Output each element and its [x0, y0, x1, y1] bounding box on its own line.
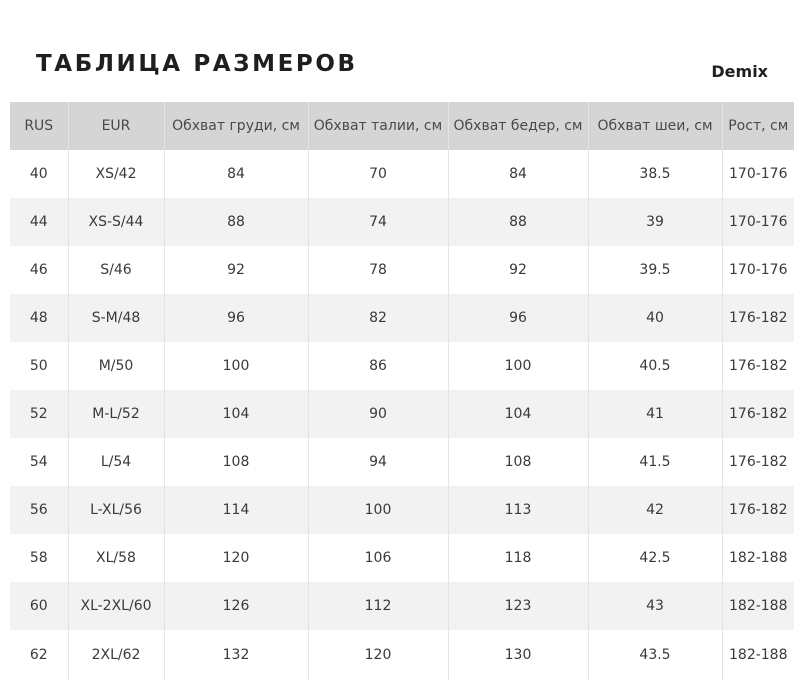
- cell-waist: 70: [308, 150, 448, 198]
- cell-waist: 94: [308, 438, 448, 486]
- cell-chest: 120: [164, 534, 308, 582]
- cell-waist: 78: [308, 246, 448, 294]
- cell-hips: 88: [448, 198, 588, 246]
- cell-neck: 43.5: [588, 630, 722, 680]
- cell-chest: 126: [164, 582, 308, 630]
- cell-hips: 113: [448, 486, 588, 534]
- cell-rus: 58: [10, 534, 68, 582]
- cell-eur: XS/42: [68, 150, 164, 198]
- cell-hips: 130: [448, 630, 588, 680]
- column-header-hips: Обхват бедер, см: [448, 102, 588, 150]
- cell-rus: 50: [10, 342, 68, 390]
- cell-height: 182-188: [722, 582, 794, 630]
- table-row: [10, 150, 794, 198]
- cell-hips: 84: [448, 150, 588, 198]
- cell-rus: 62: [10, 630, 68, 680]
- cell-rus: 40: [10, 150, 68, 198]
- cell-eur: XL-2XL/60: [68, 582, 164, 630]
- cell-chest: 92: [164, 246, 308, 294]
- table-row: [10, 390, 794, 438]
- cell-rus: 60: [10, 582, 68, 630]
- cell-neck: 41.5: [588, 438, 722, 486]
- cell-height: 176-182: [722, 486, 794, 534]
- table-row: [10, 246, 794, 294]
- cell-waist: 100: [308, 486, 448, 534]
- cell-neck: 39.5: [588, 246, 722, 294]
- cell-chest: 114: [164, 486, 308, 534]
- cell-height: 170-176: [722, 246, 794, 294]
- cell-height: 170-176: [722, 198, 794, 246]
- cell-chest: 84: [164, 150, 308, 198]
- cell-neck: 43: [588, 582, 722, 630]
- table-row: [10, 630, 794, 680]
- cell-rus: 46: [10, 246, 68, 294]
- cell-neck: 42: [588, 486, 722, 534]
- cell-chest: 88: [164, 198, 308, 246]
- cell-chest: 96: [164, 294, 308, 342]
- column-header-chest: Обхват груди, см: [164, 102, 308, 150]
- cell-waist: 106: [308, 534, 448, 582]
- cell-neck: 41: [588, 390, 722, 438]
- cell-hips: 118: [448, 534, 588, 582]
- header-row: [10, 102, 794, 150]
- page-title: ТАБЛИЦА РАЗМЕРОВ: [36, 51, 358, 77]
- cell-rus: 56: [10, 486, 68, 534]
- cell-eur: L/54: [68, 438, 164, 486]
- table-row: [10, 294, 794, 342]
- cell-height: 176-182: [722, 438, 794, 486]
- cell-eur: M-L/52: [68, 390, 164, 438]
- cell-waist: 120: [308, 630, 448, 680]
- cell-hips: 108: [448, 438, 588, 486]
- cell-neck: 40.5: [588, 342, 722, 390]
- cell-rus: 54: [10, 438, 68, 486]
- table-row: [10, 438, 794, 486]
- table-row: [10, 534, 794, 582]
- cell-height: 182-188: [722, 534, 794, 582]
- cell-neck: 38.5: [588, 150, 722, 198]
- column-header-eur: EUR: [68, 102, 164, 150]
- cell-height: 176-182: [722, 342, 794, 390]
- cell-hips: 92: [448, 246, 588, 294]
- cell-waist: 90: [308, 390, 448, 438]
- cell-neck: 42.5: [588, 534, 722, 582]
- cell-hips: 104: [448, 390, 588, 438]
- table-row: [10, 198, 794, 246]
- cell-hips: 100: [448, 342, 588, 390]
- cell-eur: XL/58: [68, 534, 164, 582]
- cell-rus: 48: [10, 294, 68, 342]
- column-header-height: Рост, см: [722, 102, 794, 150]
- cell-height: 182-188: [722, 630, 794, 680]
- cell-hips: 96: [448, 294, 588, 342]
- column-header-neck: Обхват шеи, см: [588, 102, 722, 150]
- cell-neck: 39: [588, 198, 722, 246]
- cell-rus: 52: [10, 390, 68, 438]
- cell-chest: 108: [164, 438, 308, 486]
- table-row: [10, 486, 794, 534]
- cell-hips: 123: [448, 582, 588, 630]
- column-header-rus: RUS: [10, 102, 68, 150]
- size-table: [10, 102, 794, 680]
- cell-height: 176-182: [722, 294, 794, 342]
- cell-chest: 132: [164, 630, 308, 680]
- cell-eur: XS-S/44: [68, 198, 164, 246]
- cell-eur: S/46: [68, 246, 164, 294]
- cell-waist: 82: [308, 294, 448, 342]
- column-header-waist: Обхват талии, см: [308, 102, 448, 150]
- cell-chest: 100: [164, 342, 308, 390]
- table-row: [10, 342, 794, 390]
- cell-eur: L-XL/56: [68, 486, 164, 534]
- cell-eur: S-M/48: [68, 294, 164, 342]
- table-row: [10, 582, 794, 630]
- cell-neck: 40: [588, 294, 722, 342]
- cell-eur: 2XL/62: [68, 630, 164, 680]
- cell-chest: 104: [164, 390, 308, 438]
- cell-height: 176-182: [722, 390, 794, 438]
- cell-waist: 74: [308, 198, 448, 246]
- cell-rus: 44: [10, 198, 68, 246]
- cell-waist: 112: [308, 582, 448, 630]
- cell-height: 170-176: [722, 150, 794, 198]
- brand-name: Demix: [711, 62, 768, 81]
- cell-eur: M/50: [68, 342, 164, 390]
- cell-waist: 86: [308, 342, 448, 390]
